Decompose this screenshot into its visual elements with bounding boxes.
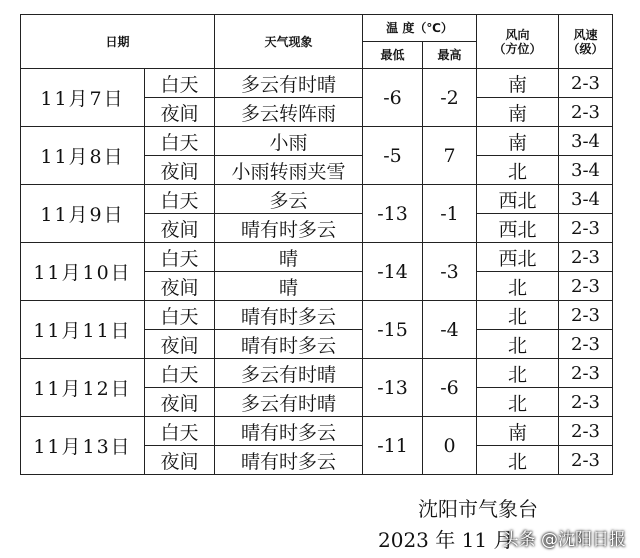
wind-speed-cell: 2-3	[559, 69, 613, 98]
header-wind-direction-line2: （方位）	[493, 41, 542, 56]
weather-cell: 晴有时多云	[215, 446, 363, 475]
wind-speed-cell: 3-4	[559, 127, 613, 156]
wind-direction-cell: 南	[477, 417, 559, 446]
wind-speed-cell: 3-4	[559, 156, 613, 185]
weather-cell: 多云有时晴	[215, 359, 363, 388]
wind-direction-cell: 南	[477, 127, 559, 156]
wind-speed-cell: 2-3	[559, 272, 613, 301]
header-wind-speed	[559, 15, 613, 69]
period-cell: 夜间	[145, 388, 215, 417]
weather-cell: 晴有时多云	[215, 301, 363, 330]
temp-low-cell: -5	[363, 127, 423, 185]
weather-cell: 晴	[215, 272, 363, 301]
wind-direction-cell: 南	[477, 69, 559, 98]
weather-cell: 多云	[215, 185, 363, 214]
wind-speed-cell: 2-3	[559, 330, 613, 359]
date-cell: 11月12日	[21, 359, 145, 417]
period-cell: 夜间	[145, 272, 215, 301]
wind-speed-cell: 2-3	[559, 446, 613, 475]
period-cell: 夜间	[145, 446, 215, 475]
temp-high-cell: -6	[423, 359, 477, 417]
weather-cell: 晴有时多云	[215, 214, 363, 243]
weather-cell: 多云转阵雨	[215, 98, 363, 127]
header-date: 日期	[21, 15, 215, 69]
wind-speed-cell: 2-3	[559, 388, 613, 417]
temp-high-cell: -2	[423, 69, 477, 127]
issue-date-text: 2023 年 11 月	[378, 528, 514, 552]
wind-direction-cell: 北	[477, 301, 559, 330]
date-cell: 11月7日	[21, 69, 145, 127]
wind-speed-cell: 2-3	[559, 417, 613, 446]
header-wind-direction	[477, 15, 559, 69]
wind-speed-cell: 2-3	[559, 243, 613, 272]
period-cell: 白天	[145, 417, 215, 446]
period-cell: 夜间	[145, 330, 215, 359]
wind-direction-cell: 北	[477, 388, 559, 417]
period-cell: 白天	[145, 127, 215, 156]
table-row	[21, 417, 613, 446]
wind-direction-cell: 西北	[477, 185, 559, 214]
wind-direction-cell: 北	[477, 446, 559, 475]
temp-high-cell: 0	[423, 417, 477, 475]
header-row	[21, 15, 613, 42]
date-cell: 11月10日	[21, 243, 145, 301]
wind-direction-cell: 西北	[477, 214, 559, 243]
temp-low-cell: -11	[363, 417, 423, 475]
header-wind-direction-line1: 风向	[505, 27, 530, 42]
wind-speed-cell: 2-3	[559, 359, 613, 388]
date-cell: 11月11日	[21, 301, 145, 359]
header-wind-speed-line2: （级）	[567, 41, 604, 56]
wind-direction-cell: 西北	[477, 243, 559, 272]
forecast-table	[20, 14, 613, 475]
header-weather: 天气现象	[215, 15, 363, 69]
wind-speed-cell: 2-3	[559, 214, 613, 243]
weather-cell: 小雨转雨夹雪	[215, 156, 363, 185]
table-row	[21, 185, 613, 214]
weather-cell: 晴	[215, 243, 363, 272]
header-temp-high: 最高	[423, 42, 477, 69]
date-cell: 11月8日	[21, 127, 145, 185]
temp-low-cell: -13	[363, 185, 423, 243]
wind-speed-cell: 2-3	[559, 301, 613, 330]
table-row	[21, 69, 613, 98]
table-row	[21, 301, 613, 330]
weather-cell: 晴有时多云	[215, 330, 363, 359]
issuer-text: 沈阳市气象台	[418, 497, 538, 521]
wind-direction-cell: 北	[477, 330, 559, 359]
temp-low-cell: -14	[363, 243, 423, 301]
temp-low-cell: -15	[363, 301, 423, 359]
period-cell: 夜间	[145, 98, 215, 127]
period-cell: 白天	[145, 359, 215, 388]
weather-cell: 多云有时晴	[215, 69, 363, 98]
weather-cell: 多云有时晴	[215, 388, 363, 417]
period-cell: 夜间	[145, 156, 215, 185]
wind-direction-cell: 北	[477, 359, 559, 388]
date-cell: 11月9日	[21, 185, 145, 243]
wind-speed-cell: 3-4	[559, 185, 613, 214]
wind-direction-cell: 南	[477, 98, 559, 127]
watermark-text: 头条 @沈阳日报	[501, 530, 626, 550]
period-cell: 白天	[145, 243, 215, 272]
temp-high-cell: -4	[423, 301, 477, 359]
wind-speed-cell: 2-3	[559, 98, 613, 127]
table-row	[21, 127, 613, 156]
wind-direction-cell: 北	[477, 272, 559, 301]
header-wind-speed-line1: 风速	[573, 27, 598, 42]
date-cell: 11月13日	[21, 417, 145, 475]
temp-high-cell: 7	[423, 127, 477, 185]
weather-cell: 小雨	[215, 127, 363, 156]
temp-low-cell: -6	[363, 69, 423, 127]
period-cell: 白天	[145, 185, 215, 214]
wind-direction-cell: 北	[477, 156, 559, 185]
period-cell: 白天	[145, 301, 215, 330]
temp-low-cell: -13	[363, 359, 423, 417]
header-temp-low: 最低	[363, 42, 423, 69]
header-temperature: 温 度（℃）	[363, 15, 477, 42]
period-cell: 夜间	[145, 214, 215, 243]
table-body	[21, 15, 613, 475]
weather-cell: 晴有时多云	[215, 417, 363, 446]
period-cell: 白天	[145, 69, 215, 98]
temp-high-cell: -3	[423, 243, 477, 301]
temp-high-cell: -1	[423, 185, 477, 243]
table-row	[21, 359, 613, 388]
table-row	[21, 243, 613, 272]
